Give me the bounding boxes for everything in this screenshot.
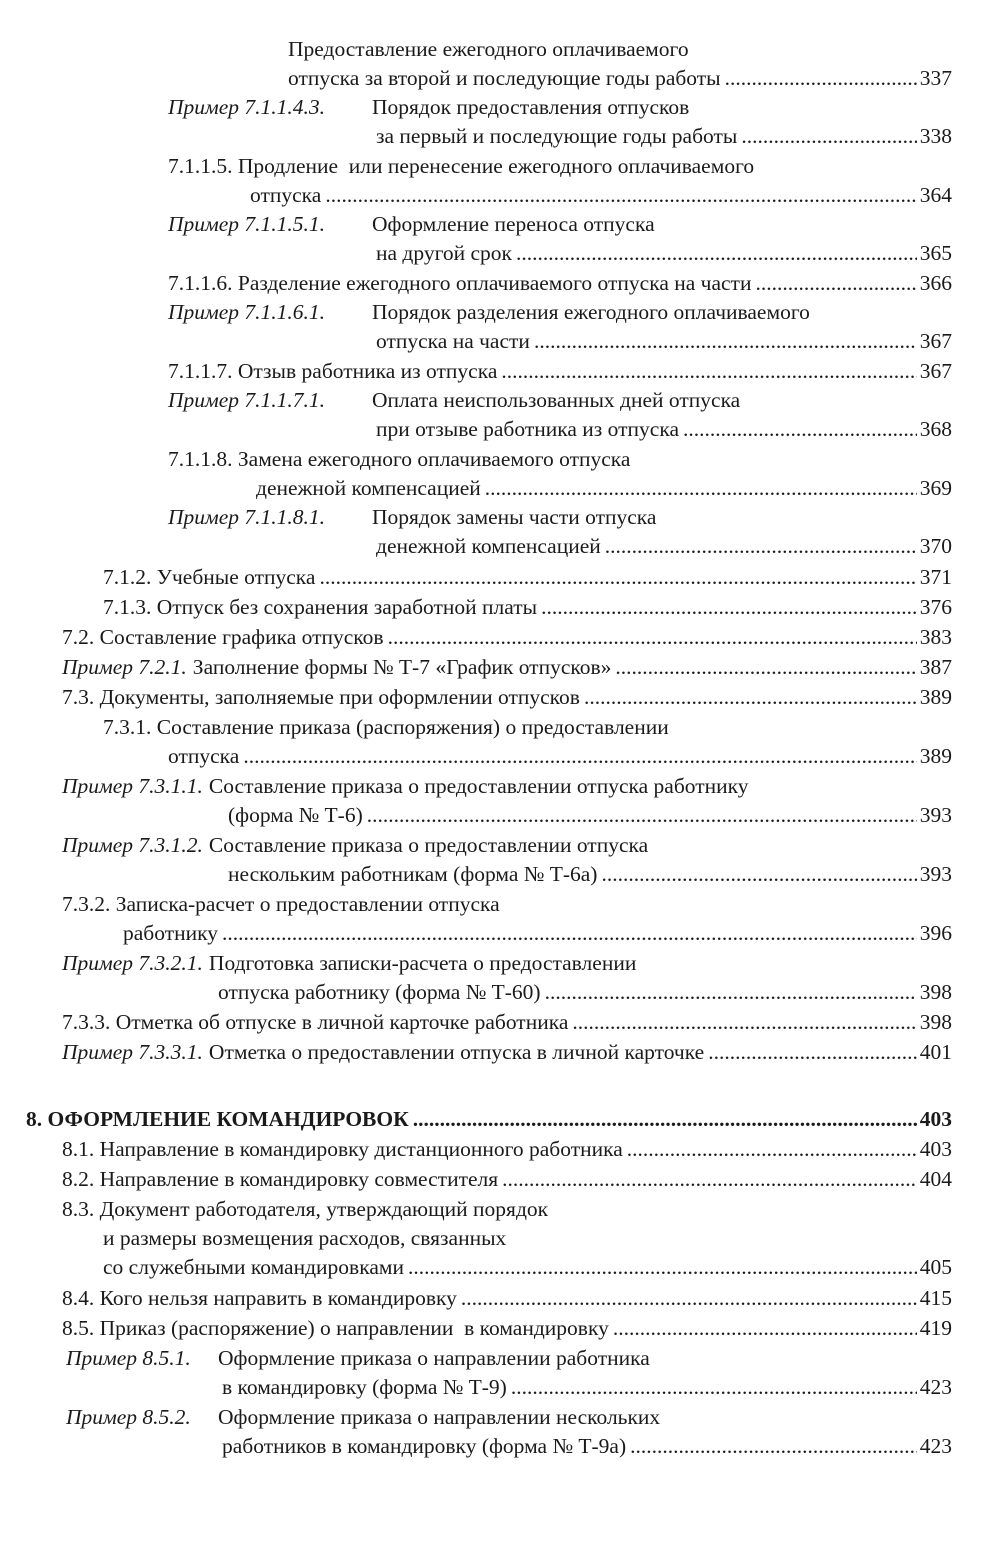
- page-number: 419: [919, 1316, 952, 1340]
- dot-leader: [516, 238, 917, 268]
- toc-entry-text: 7.3.2. Записка-расчет о предоставлении отпуска: [62, 892, 500, 916]
- dot-leader: [501, 356, 916, 386]
- toc-entry-text: Заполнение формы № Т-7 «График отпусков»: [192, 655, 612, 679]
- dot-leader: [541, 592, 917, 622]
- toc-entry-text: отпуска работнику (форма № Т-60): [218, 980, 541, 1004]
- toc-entry-text: работников в командировку (форма № Т-9а): [222, 1434, 627, 1458]
- dot-leader: [367, 800, 917, 830]
- toc-entry-text: отпуска за второй и последующие годы работы: [288, 66, 721, 90]
- toc-entry-line: [103, 562, 952, 592]
- dot-leader: [584, 682, 917, 712]
- chapter-heading: [26, 1104, 952, 1134]
- toc-entry-text: 7.1.3. Отпуск без сохранения заработной платы: [103, 595, 538, 619]
- toc-entry-line: [62, 1134, 952, 1164]
- page-number: 370: [919, 534, 952, 558]
- example-prefix: Пример 7.3.1.2.: [62, 833, 203, 857]
- page-number: 403: [919, 1107, 952, 1131]
- dot-leader: [319, 562, 916, 592]
- toc-entry-line: [103, 1223, 506, 1253]
- toc-entry-text: 7.1.1.7. Отзыв работника из отпуска: [168, 359, 498, 383]
- example-prefix: Пример 8.5.1.: [66, 1346, 191, 1370]
- toc-entry-line: [62, 771, 749, 801]
- page-number: 393: [919, 803, 952, 827]
- toc-entry-line: [103, 1252, 952, 1282]
- dot-leader: [601, 859, 916, 889]
- page-number: 367: [919, 329, 952, 353]
- toc-entry-text: 8.2. Направление в командировку совместителя: [62, 1167, 499, 1191]
- toc-entry-line: [168, 741, 952, 771]
- toc-entry-text: (форма № Т-6): [228, 803, 363, 827]
- page-number: 423: [919, 1375, 952, 1399]
- toc-entry-text: при отзыве работника из отпуска: [376, 417, 679, 441]
- toc-entry-text: 7.1.2. Учебные отпуска: [103, 565, 316, 589]
- example-prefix: Пример 7.2.1.: [62, 655, 187, 679]
- toc-entry-line: [376, 238, 952, 268]
- toc-entry-line: [168, 92, 689, 122]
- dot-leader: [545, 977, 917, 1007]
- dot-leader: [755, 268, 916, 298]
- page-number: 403: [919, 1137, 952, 1161]
- toc-entry-line: [62, 1283, 952, 1313]
- toc-entry-text: Оформление приказа о направлении нескольких: [218, 1405, 661, 1429]
- toc-entry-line: [168, 502, 656, 532]
- page-number: 423: [919, 1434, 952, 1458]
- toc-entry-text: работнику: [123, 921, 218, 945]
- dot-leader: [461, 1283, 917, 1313]
- toc-entry-text: 7.3. Документы, заполняемые при оформлении отпусков: [62, 685, 580, 709]
- page-number: 393: [919, 862, 952, 886]
- example-prefix: Пример 7.1.1.8.1.: [168, 505, 326, 529]
- toc-entry-line: [376, 531, 952, 561]
- toc-entry-line: [222, 1431, 952, 1461]
- toc-entry-line: [228, 800, 952, 830]
- toc-entry-line: [62, 1164, 952, 1194]
- chapter-title: 8. ОФОРМЛЕНИЕ КОМАНДИРОВОК: [26, 1107, 409, 1131]
- toc-entry-text: Оформление переноса отпуска: [372, 212, 655, 236]
- example-prefix: Пример 7.1.1.5.1.: [168, 212, 326, 236]
- dot-leader: [325, 180, 916, 210]
- toc-entry-text: 8.5. Приказ (распоряжение) о направлении в командировку: [62, 1316, 609, 1340]
- toc-entry-line: [62, 682, 952, 712]
- toc-entry-line: [66, 1343, 650, 1373]
- page-number: 415: [919, 1286, 952, 1310]
- page-number: 368: [919, 417, 952, 441]
- page-number: 371: [919, 565, 952, 589]
- dot-leader: [388, 622, 917, 652]
- toc-entry-line: [256, 473, 952, 503]
- dot-leader: [615, 652, 916, 682]
- dot-leader: [485, 473, 917, 503]
- toc-entry-line: [62, 622, 952, 652]
- toc-entry-line: [168, 385, 740, 415]
- toc-entry-text: Составление приказа о предоставлении отпуска работнику: [208, 774, 749, 798]
- toc-entry-text: 7.3.3. Отметка об отпуске в личной карточке работника: [62, 1010, 569, 1034]
- toc-entry-text: 8.4. Кого нельзя направить в командировку: [62, 1286, 457, 1310]
- page-number: 389: [919, 685, 952, 709]
- page-number: 376: [919, 595, 952, 619]
- dot-leader: [605, 531, 917, 561]
- toc-entry-line: [250, 180, 952, 210]
- toc-entry-text: 7.1.1.8. Замена ежегодного оплачиваемого отпуска: [168, 447, 631, 471]
- toc-entry-line: [103, 592, 952, 622]
- toc-entry-text: 8.3. Документ работодателя, утверждающий порядок: [62, 1197, 549, 1221]
- dot-leader: [502, 1164, 917, 1194]
- page-number: 338: [919, 124, 952, 148]
- toc-entry-text: 8.1. Направление в командировку дистанционного работника: [62, 1137, 623, 1161]
- dot-leader: [613, 1313, 917, 1343]
- toc-entry-text: 7.2. Составление графика отпусков: [62, 625, 384, 649]
- toc-entry-text: Оформление приказа о направлении работника: [218, 1346, 650, 1370]
- toc-entry-text: Отметка о предоставлении отпуска в личной карточке: [208, 1040, 705, 1064]
- example-prefix: Пример 7.3.2.1.: [62, 951, 203, 975]
- page-number: 367: [919, 359, 952, 383]
- example-prefix: Пример 7.1.1.4.3.: [168, 95, 326, 119]
- page-number: 383: [919, 625, 952, 649]
- toc-entry-text: отпуска: [168, 744, 240, 768]
- dot-leader: [408, 1252, 917, 1282]
- toc-entry-line: [62, 652, 952, 682]
- toc-entry-text: отпуска: [250, 183, 322, 207]
- page-number: 401: [919, 1040, 952, 1064]
- toc-entry-text: Составление приказа о предоставлении отпуска: [208, 833, 649, 857]
- toc-entry-text: 7.1.1.5. Продление или перенесение ежегодного оплачиваемого: [168, 154, 755, 178]
- toc-entry-text: денежной компенсацией: [256, 476, 481, 500]
- toc-entry-line: [168, 356, 952, 386]
- toc-entry-text: отпуска на части: [376, 329, 530, 353]
- toc-entry-text: за первый и последующие годы работы: [376, 124, 738, 148]
- toc-entry-line: [228, 859, 952, 889]
- dot-leader: [683, 414, 917, 444]
- toc-entry-line: [103, 712, 669, 742]
- toc-entry-line: [168, 268, 952, 298]
- example-prefix: Пример 7.1.1.7.1.: [168, 388, 326, 412]
- page-number: 387: [919, 655, 952, 679]
- toc-entry-text: денежной компенсацией: [376, 534, 601, 558]
- toc-entry-line: [288, 63, 952, 93]
- page-number: 389: [919, 744, 952, 768]
- toc-entry-line: [62, 830, 648, 860]
- toc-entry-text: Предоставление ежегодного оплачиваемого: [288, 37, 689, 61]
- dot-leader: [572, 1007, 916, 1037]
- toc-entry-text: и размеры возмещения расходов, связанных: [103, 1226, 507, 1250]
- toc-entry-text: Порядок замены части отпуска: [372, 505, 657, 529]
- example-prefix: Пример 7.3.1.1.: [62, 774, 203, 798]
- dot-leader: [630, 1431, 917, 1461]
- toc-entry-line: [168, 297, 810, 327]
- page-number: 398: [919, 1010, 952, 1034]
- page-number: 366: [919, 271, 952, 295]
- page-number: 365: [919, 241, 952, 265]
- toc-entry-line: [62, 1037, 952, 1067]
- dot-leader: [222, 918, 917, 948]
- toc-entry-line: [62, 1007, 952, 1037]
- toc-entry-text: со служебными командировками: [103, 1255, 404, 1279]
- toc-entry-text: Порядок разделения ежегодного оплачиваемого: [372, 300, 810, 324]
- toc-entry-line: [62, 948, 636, 978]
- toc-entry-line: [168, 151, 754, 181]
- toc-entry-line: [62, 1194, 548, 1224]
- dot-leader: [627, 1134, 917, 1164]
- dot-leader: [741, 121, 916, 151]
- page-number: 369: [919, 476, 952, 500]
- page-number: 405: [919, 1255, 952, 1279]
- dot-leader: [511, 1372, 917, 1402]
- toc-entry-text: Подготовка записки-расчета о предоставлении: [208, 951, 637, 975]
- dot-leader: [708, 1037, 917, 1067]
- toc-entry-text: Оплата неиспользованных дней отпуска: [372, 388, 741, 412]
- toc-entry-line: [66, 1402, 660, 1432]
- toc-entry-line: [168, 444, 630, 474]
- toc-entry-line: [62, 1313, 952, 1343]
- example-prefix: Пример 8.5.2.: [66, 1405, 191, 1429]
- toc-entry-line: [288, 34, 689, 64]
- toc-entry-line: [376, 326, 952, 356]
- toc-entry-text: 7.1.1.6. Разделение ежегодного оплачиваемого отпуска на части: [168, 271, 752, 295]
- page-number: 364: [919, 183, 952, 207]
- page-number: 398: [919, 980, 952, 1004]
- toc-entry-line: [218, 977, 952, 1007]
- toc-entry-line: [376, 414, 952, 444]
- dot-leader: [725, 63, 917, 93]
- dot-leader: [534, 326, 917, 356]
- toc-entry-text: нескольким работникам (форма № Т-6а): [228, 862, 598, 886]
- page-number: 396: [919, 921, 952, 945]
- toc-entry-line: [168, 209, 655, 239]
- toc-entry-line: [62, 889, 500, 919]
- dot-leader: [243, 741, 916, 771]
- page-number: 337: [919, 66, 952, 90]
- dot-leader: [413, 1104, 917, 1134]
- toc-entry-text: в командировку (форма № Т-9): [222, 1375, 507, 1399]
- toc-entry-text: на другой срок: [376, 241, 512, 265]
- page-number: 404: [919, 1167, 952, 1191]
- toc-entry-line: [123, 918, 952, 948]
- example-prefix: Пример 7.1.1.6.1.: [168, 300, 326, 324]
- toc-entry-text: Порядок предоставления отпусков: [372, 95, 690, 119]
- toc-entry-line: [222, 1372, 952, 1402]
- toc-entry-text: 7.3.1. Составление приказа (распоряжения) о предоставлении: [103, 715, 669, 739]
- example-prefix: Пример 7.3.3.1.: [62, 1040, 203, 1064]
- toc-entry-line: [376, 121, 952, 151]
